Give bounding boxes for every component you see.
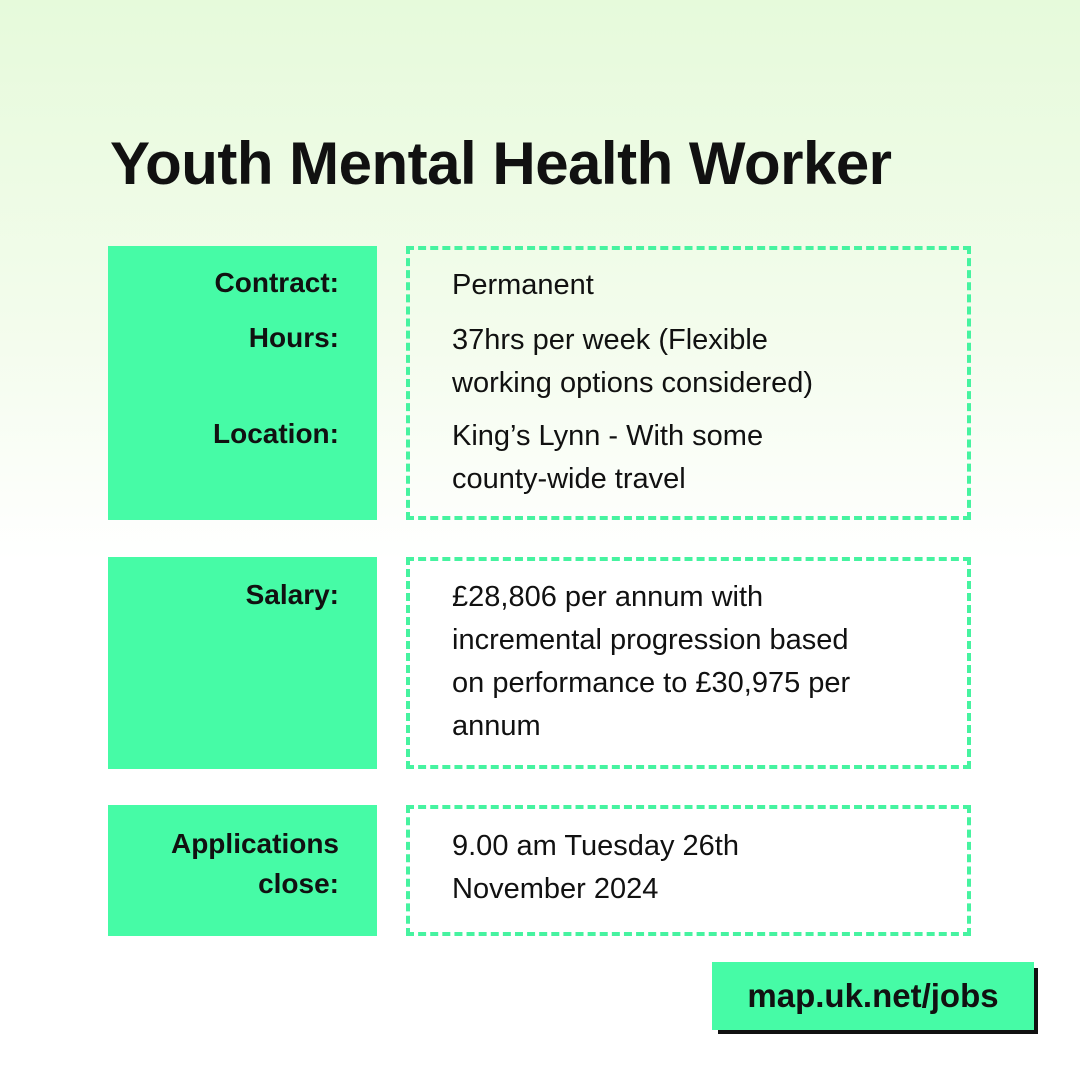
- details-label-panel: [108, 246, 377, 520]
- applications-label-panel: [108, 805, 377, 936]
- contract-value: Permanent: [452, 269, 594, 301]
- job-title: Youth Mental Health Worker: [110, 130, 892, 197]
- salary-value: £28,806 per annum with incremental progression based on performance to £30,975 per annum: [452, 581, 851, 742]
- jobs-link[interactable]: map.uk.net/jobs: [712, 962, 1034, 1030]
- hours-value: 37hrs per week (Flexible working options considered): [452, 324, 814, 399]
- applications-value-panel: [406, 805, 971, 936]
- salary-label-panel: [108, 557, 377, 769]
- details-value-panel: [406, 246, 971, 520]
- contract-label: Contract:: [214, 267, 339, 298]
- applications-close-label: Applications close:: [170, 828, 339, 899]
- salary-value-panel: [406, 557, 971, 769]
- location-value: King’s Lynn - With some county-wide travel: [452, 420, 764, 495]
- applications-close-value: 9.00 am Tuesday 26th November 2024: [452, 830, 739, 905]
- hours-label: Hours:: [248, 322, 339, 353]
- salary-label: Salary:: [245, 579, 339, 610]
- location-label: Location:: [213, 418, 339, 449]
